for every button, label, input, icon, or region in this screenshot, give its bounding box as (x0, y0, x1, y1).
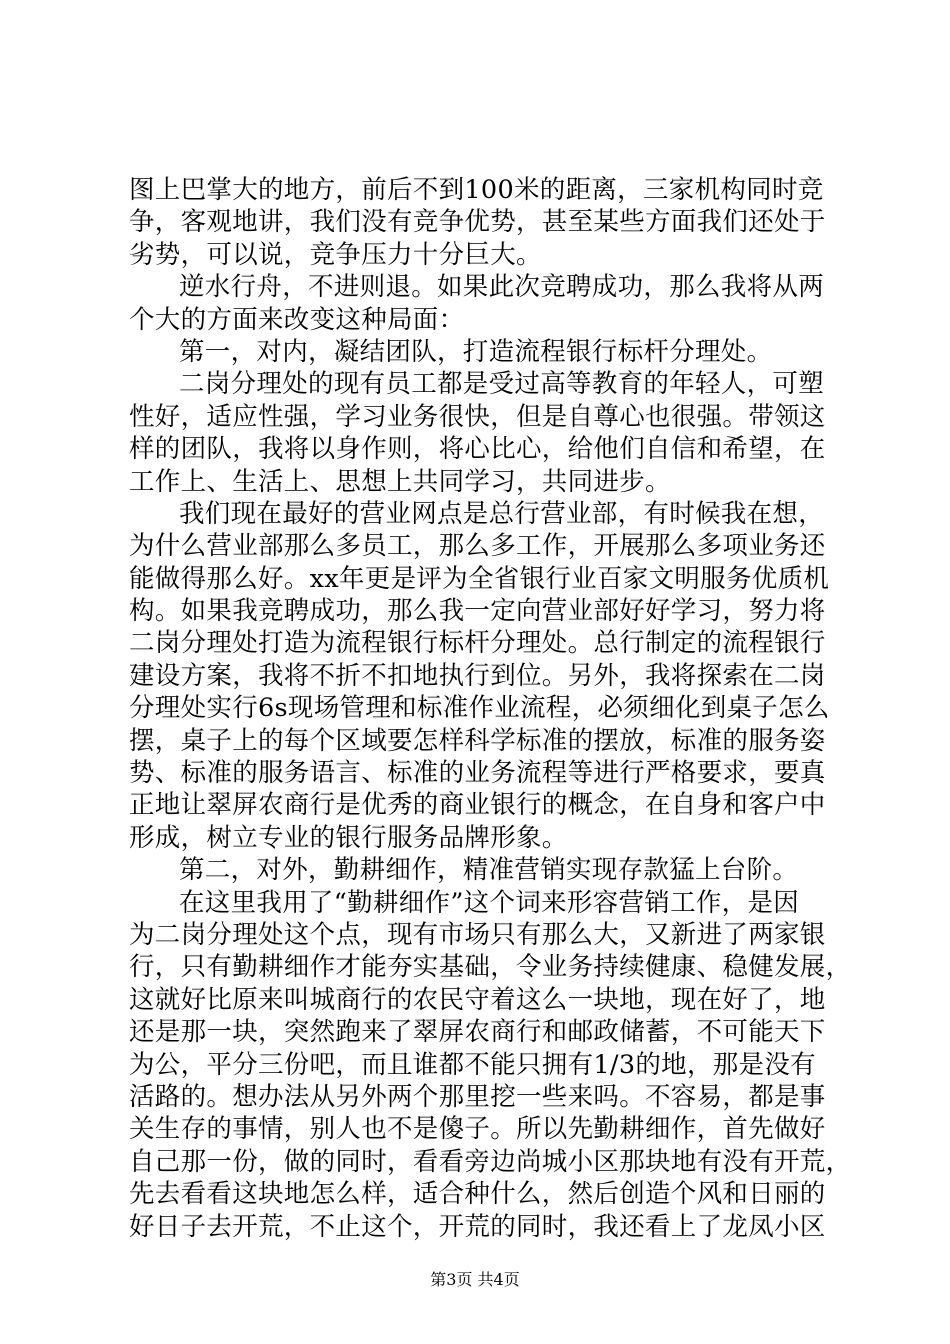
text-line: 样的团队，我将以身作则，将心比心，给他们自信和希望，在 (129, 434, 826, 465)
text-line: 活路的。想办法从另外两个那里挖一些来吗。不容易，都是事 (129, 1081, 826, 1112)
text-line: 为公，平分三份吧，而且谁都不能只拥有1/3的地，那是没有 (129, 1049, 816, 1080)
text-line: 二岗分理处的现有员工都是受过高等教育的年轻人，可塑 (179, 369, 825, 400)
text-line: 图上巴掌大的地方，前后不到100米的距离，三家机构同时竞 (129, 175, 824, 205)
text-line: 好日子去开荒，不止这个，开荒的同时，我还看上了龙凤小区 (129, 1211, 826, 1242)
text-line: 为二岗分理处这个点，现有市场只有那么大，又新进了两家银 (129, 919, 826, 950)
text-line: 性好，适应性强，学习业务很快，但是自尊心也很强。带领这 (129, 401, 826, 432)
text-line: 势、标准的服务语言、标准的业务流程等进行严格要求，要真 (129, 758, 826, 789)
text-line: 争，客观地讲，我们没有竞争优势，甚至某些方面我们还处于 (129, 207, 826, 238)
text-line: 摆，桌子上的每个区域要怎样科学标准的摆放，标准的服务姿 (129, 725, 826, 756)
text-line: 构。如果我竞聘成功，那么我一定向营业部好好学习，努力将 (129, 596, 826, 627)
text-line: 为什么营业部那么多员工，那么多工作，开展那么多项业务还 (129, 531, 826, 562)
text-line: 形成，树立专业的银行服务品牌形象。 (129, 822, 568, 853)
text-line: 正地让翠屏农商行是优秀的商业银行的概念，在自身和客户中 (129, 790, 826, 821)
text-line: 我们现在最好的营业网点是总行营业部，有时候我在想， (179, 498, 825, 529)
text-line: 第二，对外，勤耕细作，精准营销实现存款猛上台阶。 (179, 855, 799, 886)
text-line: 在这里我用了“勤耕细作”这个词来形容营销工作，是因 (179, 887, 800, 918)
text-line: 还是那一块，突然跑来了翠屏农商行和邮政储蓄，不可能天下 (129, 1017, 826, 1048)
document-body (129, 174, 852, 1243)
text-line: 关生存的事情，别人也不是傻子。所以先勤耕细作，首先做好 (129, 1114, 826, 1145)
text-line: 行，只有勤耕细作才能夯实基础，令业务持续健康、稳健发展， (129, 952, 852, 983)
text-line: 分理处实行6s现场管理和标准作业流程，必须细化到桌子怎么 (129, 693, 830, 724)
text-line: 这就好比原来叫城商行的农民守着这么一块地，现在好了，地 (129, 984, 826, 1015)
text-line: 第一，对内，凝结团队，打造流程银行标杆分理处。 (179, 336, 773, 367)
text-line: 劣势，可以说，竞争压力十分巨大。 (129, 239, 542, 270)
text-line: 能做得那么好。xx年更是评为全省银行业百家文明服务优质机 (129, 563, 830, 594)
text-line: 二岗分理处打造为流程银行标杆分理处。总行制定的流程银行 (129, 628, 826, 659)
text-line: 工作上、生活上、思想上共同学习，共同进步。 (129, 466, 671, 497)
page-footer: 第3页 共4页 (430, 1270, 520, 1289)
text-line: 个大的方面来改变这种局面： (129, 304, 465, 335)
text-line: 自己那一份，做的同时，看看旁边尚城小区那块地有没有开荒， (129, 1146, 852, 1177)
text-line: 建设方案，我将不折不扣地执行到位。另外，我将探索在二岗 (129, 660, 826, 691)
text-line: 逆水行舟，不进则退。如果此次竞聘成功，那么我将从两 (179, 272, 825, 303)
text-line: 先去看看这块地怎么样，适合种什么，然后创造个风和日丽的 (129, 1179, 826, 1210)
